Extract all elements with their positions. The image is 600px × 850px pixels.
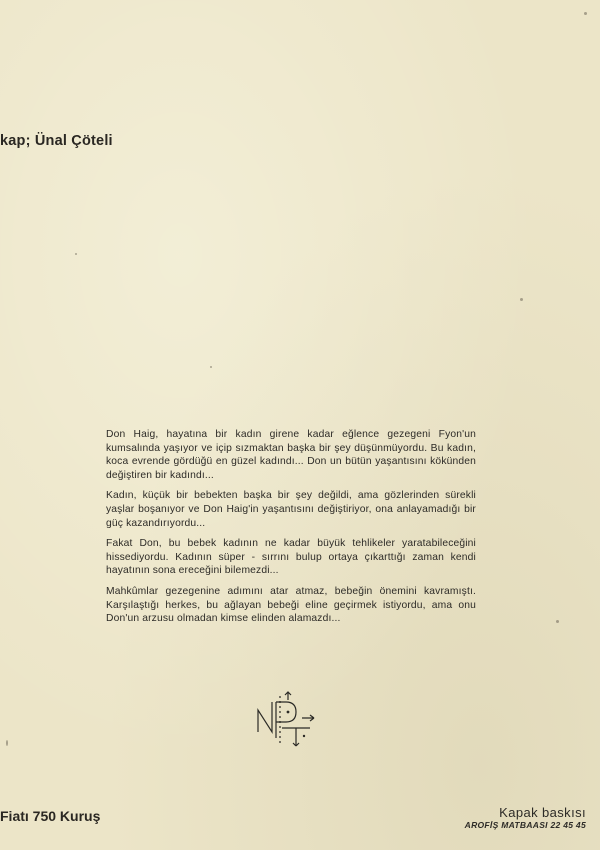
paper-speck: [6, 740, 8, 746]
printer-credit-name: AROFİŞ MATBAASI 22 45 45: [464, 820, 586, 830]
paper-speck: [520, 298, 523, 301]
price-label: Fiatı 750 Kuruş: [0, 808, 101, 824]
paper-speck: [584, 12, 587, 15]
paper-speck: [556, 620, 559, 623]
back-cover-blurb: [106, 428, 476, 633]
paper-speck: [75, 253, 77, 255]
printer-credit-title: Kapak baskısı: [499, 805, 586, 820]
printer-credit: [465, 805, 586, 830]
blurb-paragraph: Fakat Don, bu bebek kadının ne kadar büyük tehlikeler yaratabileceğini hissediyordu. Kadının süper - sırrını bulup ortaya çıkarttığı zaman kendi hayatının sona ereceğini bilemezdi...: [106, 538, 476, 577]
publisher-monogram-icon: [252, 688, 324, 750]
cover-artist-credit: kap; Ünal Çöteli: [0, 133, 113, 149]
blurb-paragraph: Kadın, küçük bir bebekten başka bir şey değildi, ama gözlerinden sürekli yaşlar boşanıyor ve Don Haig'in yaşantısını değiştiriyor, ona anlayamadığı bir güç kazandırıyordu...: [106, 490, 476, 529]
paper-speck: [210, 366, 212, 368]
blurb-paragraph: Don Haig, hayatına bir kadın girene kadar eğlence gezegeni Fyon'un kumsalında yaşıyor ve içip sızmaktan başka bir şey düşünmüyordu. Bu kadın, koca evrende gördüğü en güzel kadındı... Don un bütün yaşantısını kökünden değiştiren bir kadındı...: [106, 429, 476, 481]
blurb-paragraph: Mahkûmlar gezegenine adımını atar atmaz, bebeğin önemini kavramıştı. Karşılaştığı herkes, bu ağlayan bebeği eline geçirmek istiyordu, ama onu Don'un arzusu olmadan kimse elinden alamazdı...: [106, 585, 476, 625]
